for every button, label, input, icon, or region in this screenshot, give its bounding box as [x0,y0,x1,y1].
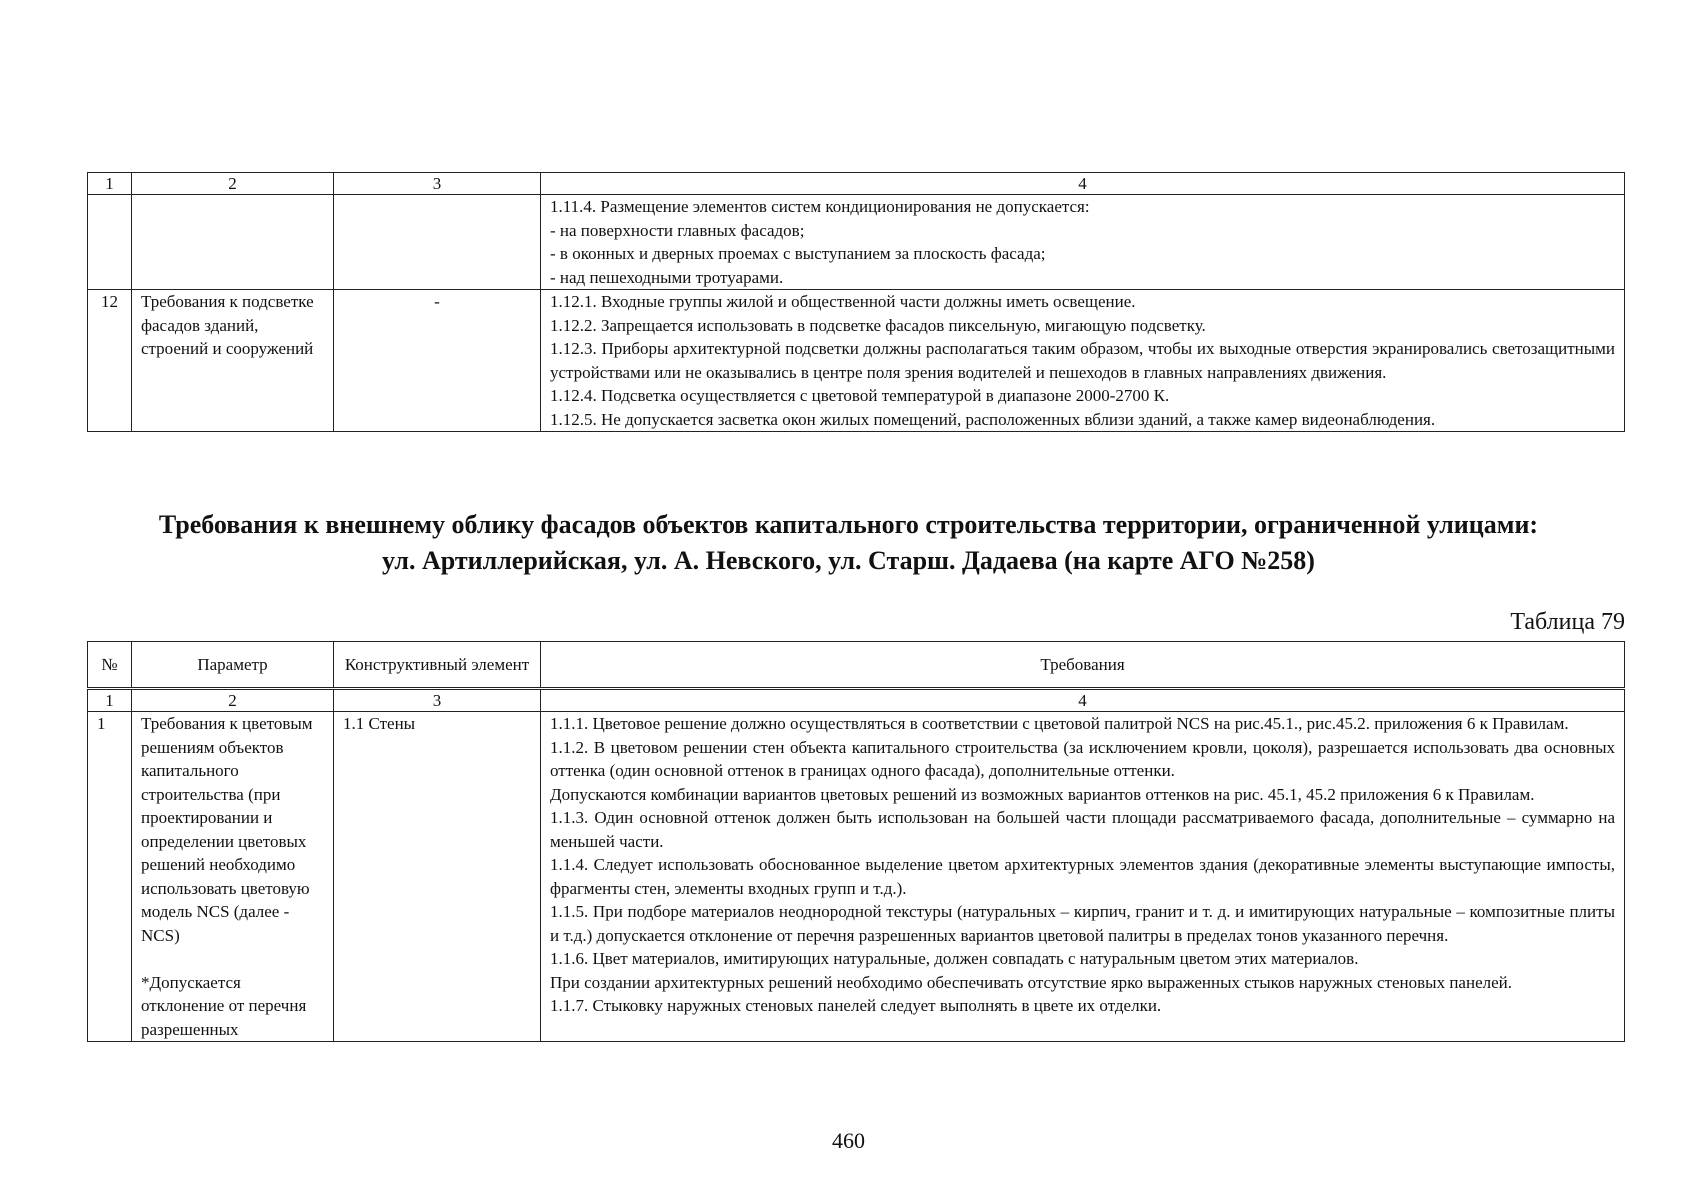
table-row [88,290,1625,432]
requirement-line: 1.12.1. Входные группы жилой и общественной части должны иметь освещение. [550,292,1136,311]
requirements-cell [541,195,1625,290]
parameter-cell [132,712,334,1042]
requirement-line: 1.1.7. Стыковку наружных стеновых панелей следует выполнять в цвете их отделки. [550,996,1162,1015]
requirement-line: 1.1.3. Один основной оттенок должен быть использован на большей части площади рассматриваемого фасада, дополнительные – суммарно на меньшей части. [550,808,1615,851]
requirement-line: - в оконных и дверных проемах с выступанием за плоскость фасада; [550,244,1046,263]
requirement-line: Допускаются комбинации вариантов цветовых решений из возможных вариантов оттенков на рис. 45.1, 45.2 приложения 6 к Правилам. [550,784,1535,804]
parameter-note: *Допускается отклонение от перечня разрешенных [141,972,307,1039]
header-number: № [88,642,132,689]
element-cell: 1.1 Стены [334,712,541,1042]
section-heading-line: Требования к внешнему облику фасадов объектов капитального строительства территории, ограниченной улицами: [158,510,1539,539]
header-parameter: Параметр [132,642,334,689]
parameter-cell: Требования к подсветке фасадов зданий, строений и сооружений [132,290,334,432]
requirement-line: 1.12.5. Не допускается засветка окон жилых помещений, расположенных вблизи зданий, а также камер видеонаблюдения. [550,409,1436,429]
requirement-line: 1.12.4. Подсветка осуществляется с цветовой температурой в диапазоне 2000-2700 К. [550,386,1170,405]
column-index-cell: 1 [88,173,132,195]
row-number-cell: 1 [88,712,132,1042]
section-heading-line: ул. Артиллерийская, ул. А. Невского, ул. Старш. Дадаева (на карте АГО №258) [382,546,1315,575]
requirement-line: - над пешеходными тротуарами. [550,267,784,287]
requirement-line: 1.1.2. В цветовом решении стен объекта капитального строительства (за исключением кровли, цоколя), разрешается использовать два основных оттенка (один основной оттенок в границах одного фасада), дополнительные оттенки. [550,737,1615,780]
table-row [88,195,1625,290]
column-index-cell: 3 [334,173,541,195]
section-heading [60,507,1637,579]
table-row [88,712,1625,1042]
requirements-cell [541,712,1625,1042]
element-cell: - [334,290,541,432]
column-index-cell: 3 [334,689,541,712]
requirement-line: 1.1.4. Следует использовать обоснованное выделение цветом архитектурных элементов здания (декоративные элементы выступающие импосты, фрагменты стен, элементы входных групп и т.д.). [550,855,1615,898]
row-number-cell: 12 [88,290,132,432]
table-number: Таблица 79 [1510,609,1625,635]
column-index-row [88,173,1625,195]
column-index-cell: 4 [541,173,1625,195]
requirement-line: 1.11.4. Размещение элементов систем кондиционирования не допускается: [550,197,1090,216]
column-index-cell: 2 [132,689,334,712]
column-index-cell: 1 [88,689,132,712]
column-index-row [88,689,1625,712]
table-header-row [88,642,1625,689]
requirement-line: 1.1.5. При подборе материалов неоднородной текстуры (натуральных – кирпич, гранит и т. д. и имитирующих натуральные – композитные плиты и т.д.) допускается отклонение от перечня разрешенных вариантов цветовой палитры в пределах тонов указанного перечня. [550,902,1615,945]
requirement-line: 1.12.3. Приборы архитектурной подсветки должны располагаться таким образом, чтобы их выходные отверстия экранировались светозащитными устройствами или не оказывались в центре поля зрения водителей и пешеходов в главных направлениях движения. [550,339,1615,382]
column-index-cell: 2 [132,173,334,195]
header-requirements: Требования [541,642,1625,689]
parameter-text: Требования к цветовым решениям объектов капитального строительства (при проектировании и определении цветовых решений необходимо использовать цветовую модель NCS (далее - NCS) [141,714,313,945]
requirement-line: 1.12.2. Запрещается использовать в подсветке фасадов пиксельную, мигающую подсветку. [550,315,1206,335]
header-element: Конструктивный элемент [334,642,541,689]
requirement-line: 1.1.1. Цветовое решение должно осуществляться в соответствии с цветовой палитрой NCS на рис.45.1., рис.45.2. приложения 6 к Правилам. [550,714,1569,733]
parameter-cell [132,195,334,290]
requirements-cell [541,290,1625,432]
column-index-cell: 4 [541,689,1625,712]
requirement-line: - на поверхности главных фасадов; [550,220,805,240]
continued-requirements-table [87,172,1625,432]
facade-requirements-table [87,641,1625,1042]
row-number-cell [88,195,132,290]
element-cell [334,195,541,290]
requirement-line: 1.1.6. Цвет материалов, имитирующих натуральные, должен совпадать с натуральным цветом этих материалов. [550,949,1359,968]
requirement-line: При создании архитектурных решений необходимо обеспечивать отсутствие ярко выраженных стыков наружных стеновых панелей. [550,972,1512,992]
page-number: 460 [832,1128,865,1153]
